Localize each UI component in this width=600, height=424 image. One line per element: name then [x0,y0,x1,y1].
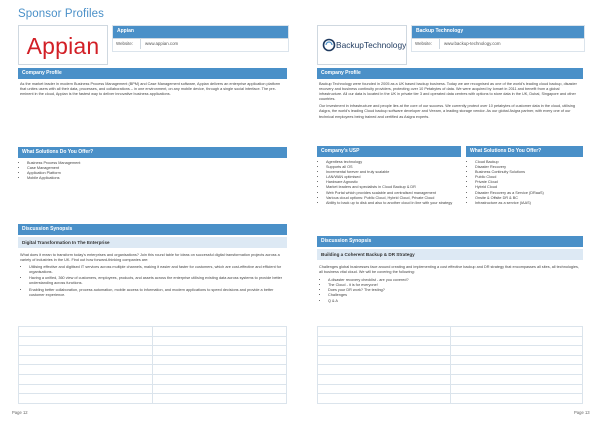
solutions-list-box [18,158,287,214]
list-item: • A disaster recovery checklist - are you covered? [328,278,582,283]
list-item: • Enabling better collaboration, process automation, mobile access to information, and modern applications to speed decisions and provide a better customer experience. [29,288,286,298]
list-item: • Having a unified, 360 view of customers, employees, products, and assets across the enterprise utilising existing data across systems to provide better understanding across functions. [29,276,286,286]
list-item: • Disaster Recovery [475,165,583,170]
discussion-header: Discussion Synopsis [317,236,583,247]
list-item: • Business Process Management [27,161,287,166]
discussion-title: Digital Transformation In The Enterprise [18,237,287,248]
list-item: • Cloud Backup [475,160,583,165]
list-item: • Private Cloud [475,180,583,185]
discussion-header: Discussion Synopsis [18,224,287,235]
company-profile-header: Company Profile [317,68,583,79]
usp-header: Company's USP [317,146,461,157]
discussion-intro: What does it mean to transform today's enterprises and organisations? Join this round table for ideas on successful digital transformation projects across a variety of industries in the UK. Find out how forward-thinking companies are: [20,253,280,263]
page-number: Page 13 [574,410,590,415]
notes-grid [18,326,287,404]
notes-grid [317,326,583,404]
company-profile-text [319,82,582,122]
company-name: Backup Technology [412,26,584,38]
page-title: Sponsor Profiles [18,8,104,20]
list-item: • Public Cloud [475,175,583,180]
list-item: • Challenges [328,293,582,298]
svg-text:Appian: Appian [26,33,100,59]
list-item: • Application Platform [27,171,287,176]
discussion-body [20,253,286,298]
usp-list [317,157,461,206]
website-link[interactable]: www.backup-technology.com [444,41,501,46]
website-label: Website: [412,39,440,49]
solutions-header: What Solutions Do You Offer? [18,147,287,158]
list-item: • Does your DR work? The testing? [328,288,582,293]
list-item: • Hybrid Cloud [475,185,583,190]
list-item: • Incremental forever and truly scalable [326,170,461,175]
list-item: • Business Continuity Solutions [475,170,583,175]
list-item: • Case Management [27,166,287,171]
list-item: • Ability to back up to disk and also to another cloud in line with your strategy [326,201,461,206]
website-label: Website: [113,39,141,49]
svg-text:BackupTechnology: BackupTechnology [336,40,406,50]
solutions-header: What Solutions Do You Offer? [466,146,583,157]
sponsor-info-backup [411,25,585,52]
website-link[interactable]: www.appian.com [145,41,179,46]
list-item: • Market leaders and specialists in Cloud Backup & DR [326,185,461,190]
appian-logo [18,25,108,65]
list-item: • Utilising effective and digitised IT services across multiple channels, making it easier and faster for customers, which are cost-effective and efficient for organisations. [29,265,286,275]
discussion-points [20,265,286,298]
company-profile-header: Company Profile [18,68,287,79]
list-item: • The Cloud - it is for everyone! [328,283,582,288]
list-item: • Hardware Agnostic [326,180,461,185]
discussion-intro: Challenges global businesses face around creating and implementing a cost effective backup and DR strategy that encompasses all sites, all technologies, all business vital cloud. We will be covering the following: [319,265,579,275]
profile-paragraph: As the market leader in modern Business Process Management (BPM) and Case Management software, Appian delivers an enterprise application platform that unites users with all their data, processes, and collaborations – in one environment, on any mobile device, through a single social interface. The pre-eminent in the cloud, Appian is the fastest way to deliver innovative business applications. [20,82,281,97]
discussion-body [319,265,582,304]
website-row [412,38,584,49]
list-item: • LAN/WAN optimised [326,175,461,180]
usp-list-box [317,157,461,233]
page-number: Page 12 [12,410,28,415]
sponsor-info-appian [112,25,289,52]
profile-paragraph: Our investment in infrastructure and people lies at the core of our success. We currently protect over 10 petabytes of customer data in the cloud, utilising Asigra, the world's leading Cloud backup software developer and Veeam, a leading storage vendor. As our global Asigra partner, with every one of our technical employees being trained and certified as Asigra experts. [319,104,575,119]
discussion-points [319,278,582,303]
list-item: • Supports all OS [326,165,461,170]
profile-paragraph: Backup Technology were founded in 2005 as a UK based backup business. Today we are recognised as one of the world's leading cloud backup, disaster recovery and business continuity providers, protecting over 10 Petabytes of data. We were acquired by Iomart in 2011 and benefit from a global infrastructure. All our data is located in the UK in private tier 3 and operated data centres with options to store data in the UK, Dubai, Singapore and other countries. [319,82,577,102]
list-item: • Mobile Applications [27,176,287,181]
backup-technology-logo [317,25,407,65]
list-item: • Various cloud options: Public Cloud, Hybrid Cloud, Private Cloud [326,196,461,201]
list-item: • Q & A [328,299,582,304]
website-row [113,38,288,49]
list-item: • Onsite & Offsite DR & BC [475,196,583,201]
list-item: • Web Portal which provides scalable and centralised management [326,191,461,196]
list-item: • Disaster Recovery as a Service (DRaaS) [475,191,583,196]
company-name: Appian [113,26,288,38]
list-item: • Infrastructure as a service (IAAS) [475,201,583,206]
discussion-title: Building a Coherent Backup & DR Strategy [317,249,583,260]
solutions-list [18,158,287,181]
solutions-list-box [466,157,583,233]
company-profile-text [20,82,286,99]
list-item: • Agentless technology [326,160,461,165]
solutions-list [466,157,583,206]
